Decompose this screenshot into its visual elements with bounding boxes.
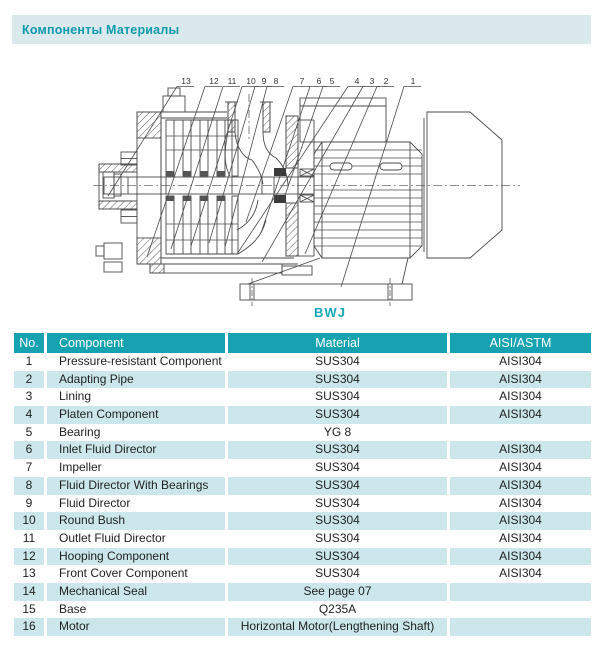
pump-drawing (93, 88, 520, 306)
callout-number: 4 (354, 76, 360, 86)
stage-stack (166, 120, 238, 254)
table-header-row (14, 333, 591, 353)
table-cell: Hooping Component (47, 548, 225, 566)
table-cell: AISI304 (450, 477, 591, 495)
table-cell: 14 (14, 583, 44, 601)
table-cell: AISI304 (499, 460, 542, 475)
table-cell: 2 (14, 371, 44, 389)
table-cell: Outlet Fluid Director (59, 530, 166, 545)
table-cell: AISI304 (499, 389, 542, 404)
table-cell: AISI304 (450, 371, 591, 389)
table-row (14, 618, 591, 636)
base-support (150, 258, 412, 306)
table-cell: SUS304 (315, 460, 360, 475)
table-cell: SUS304 (315, 530, 360, 545)
table-cell: 5 (25, 424, 33, 439)
table-row (14, 388, 591, 406)
table-cell: AISI304 (499, 495, 542, 510)
table-cell: Platen Component (47, 406, 225, 424)
callout-number: 8 (273, 76, 279, 86)
callout-number: 1 (410, 76, 416, 86)
table-row (14, 583, 591, 601)
table-cell: Fluid Director (59, 495, 131, 510)
callout-number: 11 (227, 76, 237, 86)
table-cell: AISI304 (450, 441, 591, 459)
table-cell: Impeller (59, 460, 102, 475)
table-cell: Bearing (59, 424, 101, 439)
table-cell: SUS304 (315, 495, 360, 510)
table-cell: 11 (22, 530, 36, 545)
table-cell: Motor (47, 618, 225, 636)
table-cell: Round Bush (47, 512, 225, 530)
table-row (14, 371, 591, 389)
table-cell: SUS304 (228, 406, 447, 424)
table-cell: 6 (14, 441, 44, 459)
table-cell (450, 618, 591, 636)
table-cell (450, 583, 591, 601)
table-cell: 7 (25, 460, 33, 475)
table-cell: 3 (25, 389, 33, 404)
table-cell (450, 424, 591, 442)
table-cell: 1 (25, 354, 33, 368)
table-cell: SUS304 (315, 389, 360, 404)
table-cell: 8 (14, 477, 44, 495)
table-cell: 13 (22, 566, 36, 581)
table-cell: YG 8 (323, 424, 352, 439)
table-cell: Lining (59, 389, 92, 404)
table-row (14, 459, 591, 477)
table-cell: AISI304 (450, 548, 591, 566)
table-header-aisi: AISI/ASTM (450, 333, 591, 353)
table-row (14, 530, 591, 548)
callout-number: 3 (369, 76, 375, 86)
table-cell: SUS304 (315, 566, 360, 581)
table-cell: 10 (14, 512, 44, 530)
table-cell: Mechanical Seal (47, 583, 225, 601)
table-row (14, 406, 591, 424)
motor (300, 98, 422, 258)
table-cell: Inlet Fluid Director (47, 441, 225, 459)
callout-leader-line (108, 87, 177, 197)
table-header-material: Material (228, 333, 447, 353)
table-cell: SUS304 (228, 477, 447, 495)
table-row (14, 477, 591, 495)
table-cell: 4 (14, 406, 44, 424)
fan-cover (424, 112, 502, 258)
table-cell: 12 (14, 548, 44, 566)
table-cell: Fluid Director With Bearings (47, 477, 225, 495)
table-header-component: Component (47, 333, 225, 353)
table-cell: Q235A (318, 601, 357, 616)
parts-table (14, 333, 591, 636)
callout-leader-line (191, 87, 242, 247)
inlet-pipe (99, 164, 137, 209)
table-row (14, 441, 591, 459)
table-cell: AISI304 (450, 406, 591, 424)
table-cell (450, 601, 591, 619)
table-cell: Pressure-resistant Component (59, 354, 222, 368)
table-cell: 9 (25, 495, 33, 510)
callout-number: 13 (181, 76, 191, 86)
table-cell: SUS304 (315, 354, 360, 368)
callout-number: 10 (246, 76, 256, 86)
callout-number: 6 (316, 76, 322, 86)
table-row (14, 565, 591, 583)
table-row (14, 548, 591, 566)
table-cell: SUS304 (228, 371, 447, 389)
callout-leader-line (305, 87, 377, 255)
callout-number: 5 (329, 76, 335, 86)
table-cell: SUS304 (228, 441, 447, 459)
table-header-no: No. (14, 333, 44, 353)
table-cell: AISI304 (499, 530, 542, 545)
callout-number: 9 (261, 76, 267, 86)
table-row (14, 424, 591, 442)
callout-number: 2 (383, 76, 389, 86)
front-cover (96, 88, 190, 272)
table-cell: SUS304 (228, 548, 447, 566)
callout-leader-line (341, 87, 404, 288)
table-cell: Adapting Pipe (47, 371, 225, 389)
table-cell: AISI304 (450, 512, 591, 530)
table-cell: Base (59, 601, 87, 616)
callout-number: 7 (299, 76, 305, 86)
table-cell: 15 (22, 601, 36, 616)
section-header-label: Компоненты Материалы (22, 22, 180, 37)
table-cell: AISI304 (499, 354, 542, 368)
table-cell: AISI304 (499, 566, 542, 581)
table-cell: Horizontal Motor(Lengthening Shaft) (228, 618, 447, 636)
callout-number: 12 (209, 76, 219, 86)
table-row (14, 353, 591, 371)
table-cell: 16 (14, 618, 44, 636)
table-cell: SUS304 (228, 512, 447, 530)
table-row (14, 601, 591, 619)
table-row (14, 512, 591, 530)
table-cell: Front Cover Component (59, 566, 188, 581)
table-cell: See page 07 (228, 583, 447, 601)
table-row (14, 495, 591, 513)
table-body (14, 353, 591, 636)
diagram-caption: BWJ (314, 305, 346, 320)
